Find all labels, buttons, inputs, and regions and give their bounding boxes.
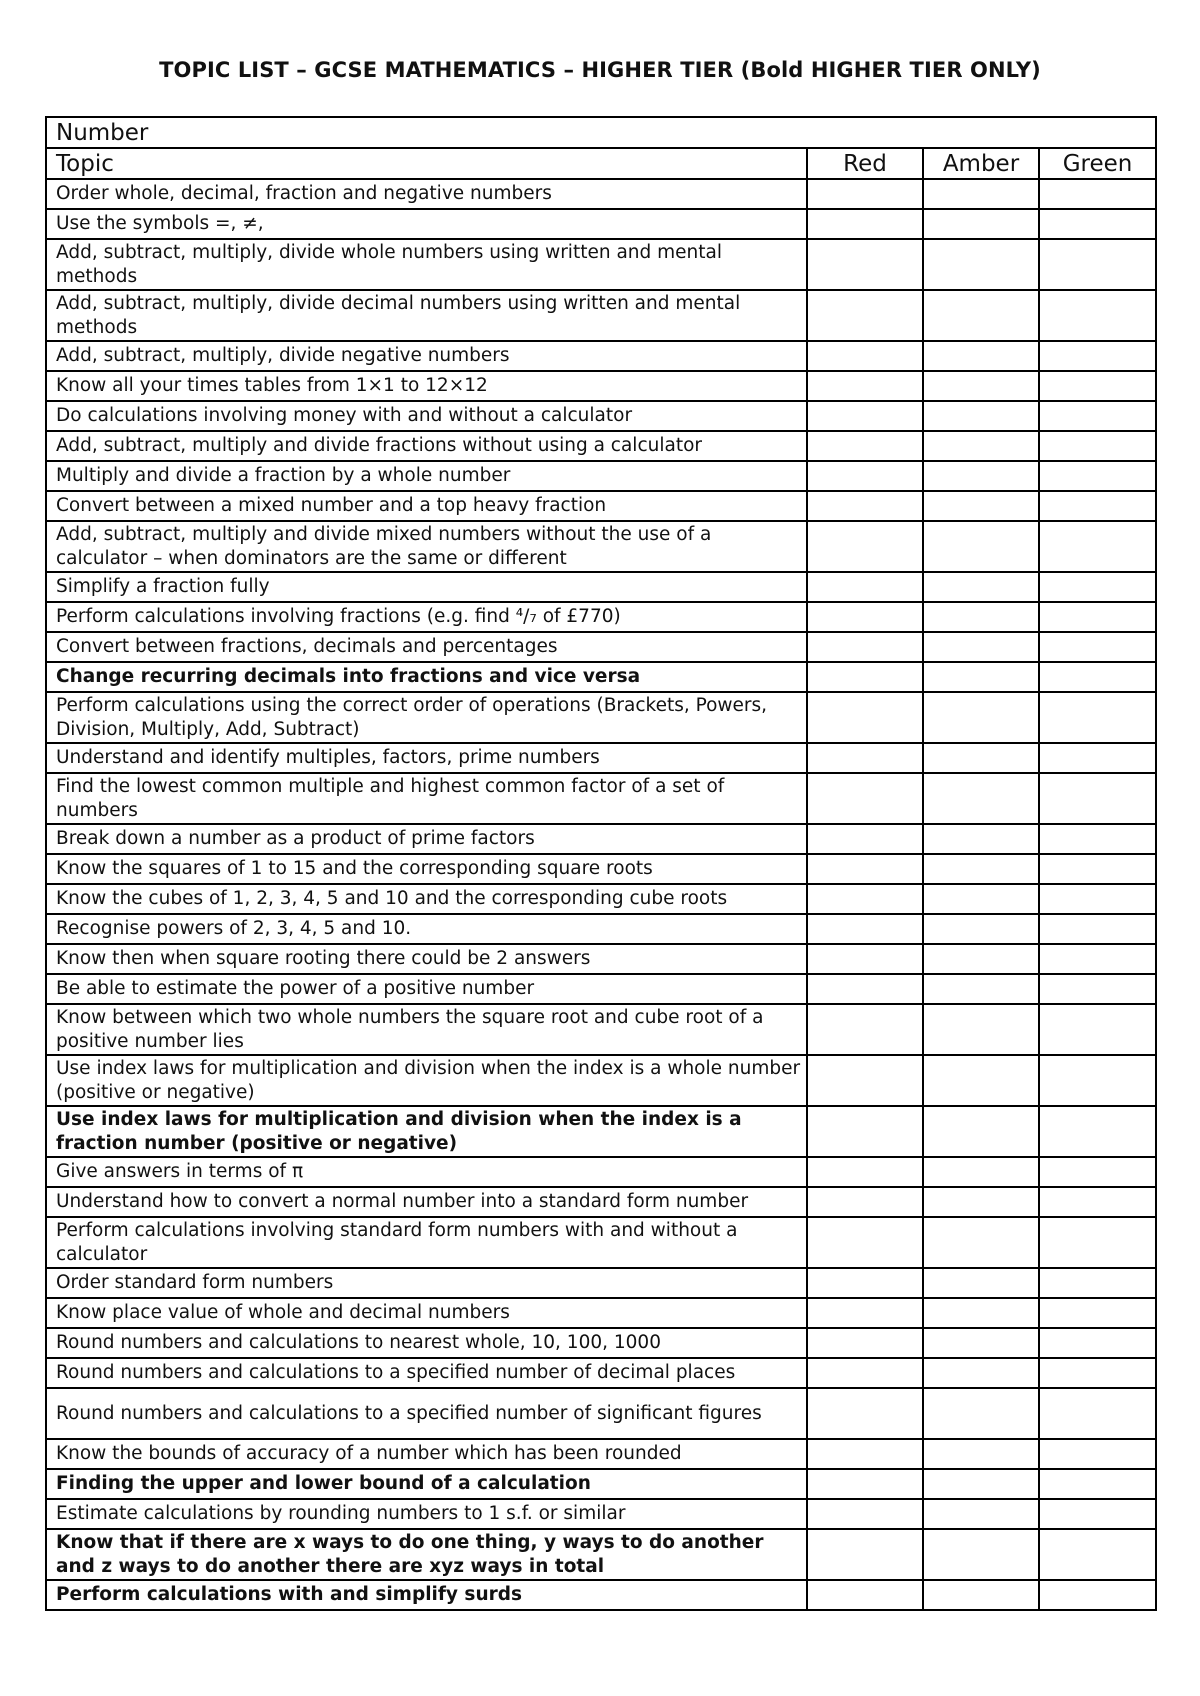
green-rating-cell[interactable] [1039,1298,1156,1328]
table-row [46,1499,1156,1529]
amber-rating-cell[interactable] [923,491,1039,521]
green-rating-cell[interactable] [1039,371,1156,401]
table-row [46,602,1156,632]
topic-cell: Change recurring decimals into fractions and vice versa [46,662,807,692]
red-rating-cell[interactable] [807,1268,923,1298]
table-row [46,692,1156,743]
green-rating-cell[interactable] [1039,1580,1156,1610]
red-rating-cell[interactable] [807,944,923,974]
table-row [46,773,1156,824]
topic-cell: Use index laws for multiplication and division when the index is a fraction number (positive or negative) [46,1106,807,1157]
topic-cell: Convert between a mixed number and a top heavy fraction [46,491,807,521]
red-rating-cell[interactable] [807,974,923,1004]
amber-rating-cell[interactable] [923,179,1039,209]
green-rating-cell[interactable] [1039,692,1156,743]
section-row [46,117,1156,148]
topic-cell: Add, subtract, multiply, divide decimal numbers using written and mental methods [46,290,807,341]
topic-checklist-table [45,116,1157,1611]
red-rating-cell[interactable] [807,1328,923,1358]
topic-cell: Perform calculations involving fractions (e.g. find ⁴/₇ of £770) [46,602,807,632]
green-rating-cell[interactable] [1039,884,1156,914]
red-rating-cell[interactable] [807,1388,923,1439]
red-rating-cell[interactable] [807,692,923,743]
table-row [46,1298,1156,1328]
green-rating-cell[interactable] [1039,1004,1156,1055]
red-rating-cell[interactable] [807,632,923,662]
topic-cell: Break down a number as a product of prime factors [46,824,807,854]
table-row [46,944,1156,974]
table-row [46,1358,1156,1388]
amber-rating-cell[interactable] [923,401,1039,431]
table-row [46,401,1156,431]
header-row [46,148,1156,179]
topic-cell: Know between which two whole numbers the square root and cube root of a positive number lies [46,1004,807,1055]
table-row [46,461,1156,491]
table-row [46,854,1156,884]
topic-cell: Recognise powers of 2, 3, 4, 5 and 10. [46,914,807,944]
table-row [46,914,1156,944]
green-rating-cell[interactable] [1039,209,1156,239]
column-header-topic: Topic [46,148,807,179]
amber-rating-cell[interactable] [923,854,1039,884]
green-rating-cell[interactable] [1039,1187,1156,1217]
table-row [46,431,1156,461]
topic-cell: Round numbers and calculations to nearest whole, 10, 100, 1000 [46,1328,807,1358]
amber-rating-cell[interactable] [923,1529,1039,1580]
table-row [46,1055,1156,1106]
green-rating-cell[interactable] [1039,1388,1156,1439]
green-rating-cell[interactable] [1039,521,1156,572]
red-rating-cell[interactable] [807,884,923,914]
red-rating-cell[interactable] [807,1157,923,1187]
table-row [46,1106,1156,1157]
green-rating-cell[interactable] [1039,1439,1156,1469]
red-rating-cell[interactable] [807,1439,923,1469]
table-row [46,824,1156,854]
red-rating-cell[interactable] [807,431,923,461]
amber-rating-cell[interactable] [923,743,1039,773]
table-row [46,572,1156,602]
topic-cell: Perform calculations with and simplify surds [46,1580,807,1610]
red-rating-cell[interactable] [807,1106,923,1157]
table-row [46,290,1156,341]
topic-cell: Be able to estimate the power of a positive number [46,974,807,1004]
column-header-amber: Amber [923,148,1039,179]
red-rating-cell[interactable] [807,1529,923,1580]
red-rating-cell[interactable] [807,521,923,572]
green-rating-cell[interactable] [1039,1328,1156,1358]
table-row [46,1580,1156,1610]
section-heading: Number [46,117,1156,148]
table-row [46,1439,1156,1469]
red-rating-cell[interactable] [807,1187,923,1217]
topic-cell: Know all your times tables from 1×1 to 12×12 [46,371,807,401]
amber-rating-cell[interactable] [923,1004,1039,1055]
green-rating-cell[interactable] [1039,1529,1156,1580]
green-rating-cell[interactable] [1039,632,1156,662]
green-rating-cell[interactable] [1039,854,1156,884]
red-rating-cell[interactable] [807,572,923,602]
red-rating-cell[interactable] [807,662,923,692]
green-rating-cell[interactable] [1039,290,1156,341]
table-row [46,743,1156,773]
green-rating-cell[interactable] [1039,1106,1156,1157]
amber-rating-cell[interactable] [923,1469,1039,1499]
red-rating-cell[interactable] [807,491,923,521]
red-rating-cell[interactable] [807,854,923,884]
table-row [46,491,1156,521]
topic-cell: Know the squares of 1 to 15 and the corresponding square roots [46,854,807,884]
green-rating-cell[interactable] [1039,1268,1156,1298]
amber-rating-cell[interactable] [923,1328,1039,1358]
topic-cell: Use index laws for multiplication and division when the index is a whole number (positive or negative) [46,1055,807,1106]
green-rating-cell[interactable] [1039,431,1156,461]
topic-cell: Perform calculations involving standard form numbers with and without a calculator [46,1217,807,1268]
table-row [46,1217,1156,1268]
topic-cell: Add, subtract, multiply, divide whole numbers using written and mental methods [46,239,807,290]
table-row [46,1388,1156,1439]
green-rating-cell[interactable] [1039,914,1156,944]
table-row [46,1268,1156,1298]
green-rating-cell[interactable] [1039,401,1156,431]
table-row [46,662,1156,692]
red-rating-cell[interactable] [807,401,923,431]
topic-cell: Add, subtract, multiply and divide mixed numbers without the use of a calculator – when dominators are the same or different [46,521,807,572]
amber-rating-cell[interactable] [923,824,1039,854]
topic-cell: Perform calculations using the correct order of operations (Brackets, Powers, Division, Multiply, Add, Subtract) [46,692,807,743]
amber-rating-cell[interactable] [923,461,1039,491]
topic-cell: Understand how to convert a normal number into a standard form number [46,1187,807,1217]
red-rating-cell[interactable] [807,824,923,854]
table-row [46,341,1156,371]
red-rating-cell[interactable] [807,290,923,341]
green-rating-cell[interactable] [1039,602,1156,632]
table-row [46,974,1156,1004]
amber-rating-cell[interactable] [923,974,1039,1004]
red-rating-cell[interactable] [807,1055,923,1106]
topic-cell: Understand and identify multiples, factors, prime numbers [46,743,807,773]
amber-rating-cell[interactable] [923,1187,1039,1217]
amber-rating-cell[interactable] [923,773,1039,824]
topic-cell: Round numbers and calculations to a specified number of significant figures [46,1388,807,1439]
green-rating-cell[interactable] [1039,461,1156,491]
amber-rating-cell[interactable] [923,692,1039,743]
topic-cell: Know that if there are x ways to do one thing, y ways to do another and z ways to do another there are xyz ways in total [46,1529,807,1580]
topic-cell: Order standard form numbers [46,1268,807,1298]
red-rating-cell[interactable] [807,602,923,632]
amber-rating-cell[interactable] [923,1439,1039,1469]
topic-cell: Add, subtract, multiply and divide fractions without using a calculator [46,431,807,461]
red-rating-cell[interactable] [807,1580,923,1610]
table-row [46,209,1156,239]
topic-cell: Use the symbols =, ≠, [46,209,807,239]
amber-rating-cell[interactable] [923,632,1039,662]
table-row [46,632,1156,662]
amber-rating-cell[interactable] [923,1157,1039,1187]
amber-rating-cell[interactable] [923,1055,1039,1106]
red-rating-cell[interactable] [807,209,923,239]
topic-cell: Finding the upper and lower bound of a calculation [46,1469,807,1499]
topic-cell: Convert between fractions, decimals and percentages [46,632,807,662]
page-title: TOPIC LIST – GCSE MATHEMATICS – HIGHER TIER (Bold HIGHER TIER ONLY) [159,58,1041,82]
table-row [46,884,1156,914]
amber-rating-cell[interactable] [923,1298,1039,1328]
topic-cell: Know the bounds of accuracy of a number which has been rounded [46,1439,807,1469]
table-row [46,1529,1156,1580]
amber-rating-cell[interactable] [923,1358,1039,1388]
topic-cell: Multiply and divide a fraction by a whole number [46,461,807,491]
green-rating-cell[interactable] [1039,743,1156,773]
amber-rating-cell[interactable] [923,431,1039,461]
table-row [46,1328,1156,1358]
amber-rating-cell[interactable] [923,602,1039,632]
green-rating-cell[interactable] [1039,974,1156,1004]
red-rating-cell[interactable] [807,743,923,773]
topic-cell: Give answers in terms of π [46,1157,807,1187]
topic-cell: Estimate calculations by rounding numbers to 1 s.f. or similar [46,1499,807,1529]
amber-rating-cell[interactable] [923,371,1039,401]
table-row [46,521,1156,572]
green-rating-cell[interactable] [1039,1217,1156,1268]
topic-cell: Know the cubes of 1, 2, 3, 4, 5 and 10 and the corresponding cube roots [46,884,807,914]
green-rating-cell[interactable] [1039,824,1156,854]
red-rating-cell[interactable] [807,773,923,824]
red-rating-cell[interactable] [807,1499,923,1529]
topic-cell: Do calculations involving money with and without a calculator [46,401,807,431]
topic-cell: Add, subtract, multiply, divide negative numbers [46,341,807,371]
table-row [46,1004,1156,1055]
amber-rating-cell[interactable] [923,1580,1039,1610]
amber-rating-cell[interactable] [923,944,1039,974]
table-row [46,1187,1156,1217]
green-rating-cell[interactable] [1039,662,1156,692]
amber-rating-cell[interactable] [923,209,1039,239]
amber-rating-cell[interactable] [923,1268,1039,1298]
table-row [46,1469,1156,1499]
topic-cell: Order whole, decimal, fraction and negative numbers [46,179,807,209]
red-rating-cell[interactable] [807,239,923,290]
red-rating-cell[interactable] [807,461,923,491]
amber-rating-cell[interactable] [923,1106,1039,1157]
table-row [46,179,1156,209]
amber-rating-cell[interactable] [923,1388,1039,1439]
red-rating-cell[interactable] [807,1004,923,1055]
amber-rating-cell[interactable] [923,341,1039,371]
amber-rating-cell[interactable] [923,290,1039,341]
red-rating-cell[interactable] [807,179,923,209]
green-rating-cell[interactable] [1039,1469,1156,1499]
green-rating-cell[interactable] [1039,341,1156,371]
amber-rating-cell[interactable] [923,884,1039,914]
red-rating-cell[interactable] [807,914,923,944]
green-rating-cell[interactable] [1039,1358,1156,1388]
topic-cell: Know then when square rooting there could be 2 answers [46,944,807,974]
red-rating-cell[interactable] [807,1298,923,1328]
green-rating-cell[interactable] [1039,572,1156,602]
column-header-green: Green [1039,148,1156,179]
green-rating-cell[interactable] [1039,944,1156,974]
green-rating-cell[interactable] [1039,491,1156,521]
topic-cell: Round numbers and calculations to a specified number of decimal places [46,1358,807,1388]
red-rating-cell[interactable] [807,341,923,371]
green-rating-cell[interactable] [1039,239,1156,290]
table-row [46,371,1156,401]
amber-rating-cell[interactable] [923,521,1039,572]
topic-cell: Know place value of whole and decimal numbers [46,1298,807,1328]
amber-rating-cell[interactable] [923,1217,1039,1268]
table-row [46,239,1156,290]
green-rating-cell[interactable] [1039,1055,1156,1106]
red-rating-cell[interactable] [807,1358,923,1388]
green-rating-cell[interactable] [1039,1157,1156,1187]
topic-cell: Simplify a fraction fully [46,572,807,602]
red-rating-cell[interactable] [807,371,923,401]
amber-rating-cell[interactable] [923,1499,1039,1529]
red-rating-cell[interactable] [807,1217,923,1268]
amber-rating-cell[interactable] [923,572,1039,602]
green-rating-cell[interactable] [1039,179,1156,209]
amber-rating-cell[interactable] [923,662,1039,692]
amber-rating-cell[interactable] [923,914,1039,944]
red-rating-cell[interactable] [807,1469,923,1499]
green-rating-cell[interactable] [1039,773,1156,824]
table-row [46,1157,1156,1187]
green-rating-cell[interactable] [1039,1499,1156,1529]
column-header-red: Red [807,148,923,179]
amber-rating-cell[interactable] [923,239,1039,290]
topic-cell: Find the lowest common multiple and highest common factor of a set of numbers [46,773,807,824]
